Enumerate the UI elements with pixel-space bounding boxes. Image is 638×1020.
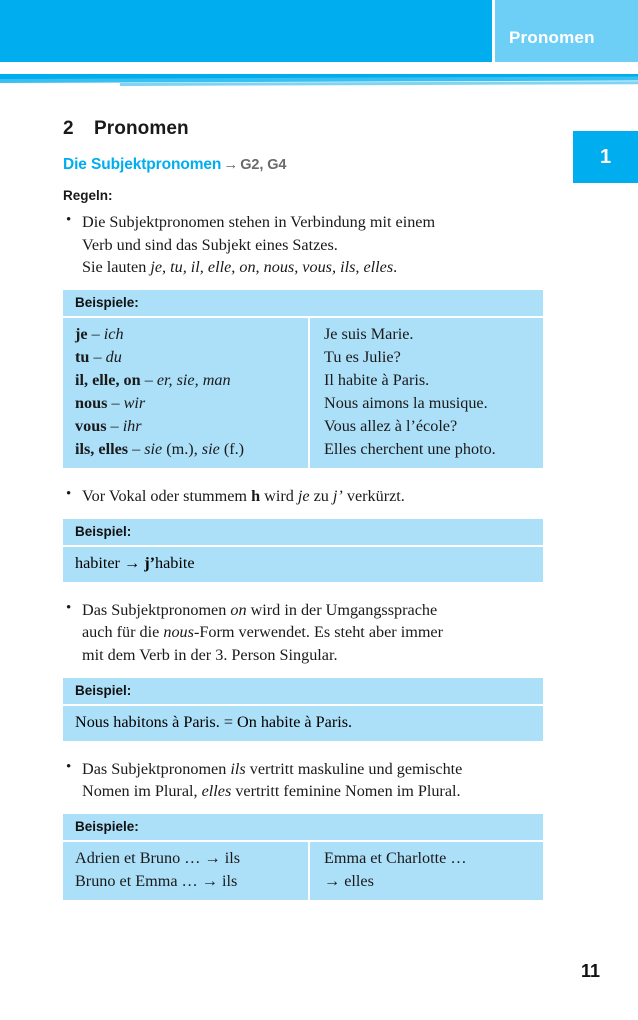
table-row: Vous allez à l’école? <box>324 417 458 436</box>
example-box-3-header: Beispiel: <box>63 678 543 704</box>
rule-2-text-3: zu <box>309 487 333 506</box>
example-box-4-right-column <box>310 842 543 900</box>
rule-1-line-3-suffix: . <box>393 258 398 277</box>
rule-2-letter-h: h <box>251 487 261 506</box>
section-title-text: Pronomen <box>94 118 189 139</box>
chapter-tab-number: 1 <box>599 145 612 168</box>
gender-marker-m: (m.), <box>162 440 202 459</box>
rules-label: Regeln: <box>63 188 113 203</box>
example-box-1-header: Beispiele: <box>63 290 543 316</box>
header-running-title: Pronomen <box>509 28 595 47</box>
rule-3-line-3: mit dem Verb in der 3. Person Singular. <box>82 646 338 665</box>
chapter-tab <box>573 131 638 183</box>
dash-separator: – <box>128 440 145 459</box>
pronoun-de: wir <box>123 394 146 413</box>
rule-2-elision-j: j’ <box>332 487 343 506</box>
subsection-cross-references: G2, G4 <box>240 157 287 173</box>
pronoun-fr: il, elle, on <box>75 371 141 390</box>
pronoun-fr: vous <box>75 417 107 436</box>
rule-4-pronoun-elles: elles <box>201 782 232 801</box>
rule-2-text-2: wird <box>260 487 298 506</box>
header-running-title-tab <box>495 0 638 62</box>
arrow-right-icon: → <box>223 156 239 173</box>
page-number: 11 <box>580 961 600 981</box>
rule-3-text-4: -Form verwendet. Es steht aber immer <box>193 623 443 642</box>
dash-separator: – <box>140 371 157 390</box>
rule-bullet-2 <box>63 485 545 508</box>
example-box-4 <box>63 814 543 900</box>
page-content <box>63 118 545 900</box>
example-box-3-body: Nous habitons à Paris. = On habite à Paris. <box>63 706 543 741</box>
header-blue-block <box>0 0 492 62</box>
rule-1-line-3-prefix: Sie lauten <box>82 258 151 277</box>
rule-bullet-1 <box>63 211 545 279</box>
pronoun-de: sie <box>144 440 163 459</box>
table-row: Tu es Julie? <box>324 348 401 367</box>
example-2-text-1: habiter → <box>75 553 145 572</box>
rule-3-text-1: Das Subjektpronomen <box>82 600 231 619</box>
subsection-heading <box>63 156 545 174</box>
pronoun-fr: je <box>75 325 88 344</box>
rule-2-pronoun-je: je <box>297 487 310 506</box>
example-2-text-2: habite <box>155 553 195 572</box>
table-row: Bruno et Emma … → ils <box>75 872 238 891</box>
example-box-1 <box>63 290 543 468</box>
pronoun-fr: ils, elles <box>75 440 129 459</box>
pronoun-fr: tu <box>75 348 90 367</box>
example-box-4-header: Beispiele: <box>63 814 543 840</box>
table-row <box>75 369 298 392</box>
rule-2-text-1: Vor Vokal oder stummem <box>82 487 252 506</box>
pronoun-de: ich <box>103 325 124 344</box>
pronoun-de-2: sie <box>201 440 220 459</box>
rule-bullet-3 <box>63 599 545 667</box>
example-box-4-left-column <box>63 842 310 900</box>
rule-2-text-4: verkürzt. <box>342 487 405 506</box>
rule-1-line-2: Verb und sind das Subjekt eines Satzes. <box>82 235 338 254</box>
dash-separator: – <box>106 417 123 436</box>
table-row: Elles cherchent une photo. <box>324 440 496 459</box>
table-row: Adrien et Bruno … → ils <box>75 849 241 868</box>
example-box-2-header: Beispiel: <box>63 519 543 545</box>
example-box-1-left-column <box>63 318 310 468</box>
rule-4-text-2: vertritt maskuline und gemischte <box>245 759 463 778</box>
rule-1-pronoun-list: je, tu, il, elle, on, nous, vous, ils, elles <box>150 258 394 277</box>
rule-4-text-4: vertritt feminine Nomen im Plural. <box>231 782 461 801</box>
rule-4-text-3: Nomen im Plural, <box>82 782 202 801</box>
rule-1-line-1: Die Subjektpronomen stehen in Verbindung mit einem <box>82 213 436 231</box>
dash-separator: – <box>87 325 104 344</box>
pronoun-de: ihr <box>122 417 142 436</box>
rule-bullet-4 <box>63 758 545 803</box>
dash-separator: – <box>107 394 124 413</box>
rule-3-text-3: auch für die <box>82 623 164 642</box>
rule-3-pronoun-nous: nous <box>163 623 194 642</box>
table-row <box>75 392 298 415</box>
example-box-3 <box>63 678 543 741</box>
header-rule-accent <box>120 81 638 86</box>
example-box-4-body <box>63 842 543 900</box>
page-header <box>0 0 638 88</box>
page-title <box>63 118 545 140</box>
gender-marker-f: (f.) <box>219 440 245 459</box>
example-box-1-body <box>63 318 543 468</box>
rule-4-pronoun-ils: ils <box>230 759 246 778</box>
table-row: Nous aimons la musique. <box>324 394 488 413</box>
table-row <box>75 438 298 461</box>
example-box-1-right-column <box>310 318 543 468</box>
dash-separator: – <box>89 348 106 367</box>
rule-3-text-2: wird in der Umgangssprache <box>246 600 438 619</box>
pronoun-de: du <box>105 348 122 367</box>
table-row: Emma et Charlotte … <box>324 849 467 868</box>
example-2-elision: j’ <box>144 553 156 572</box>
table-row: Je suis Marie. <box>324 325 414 344</box>
table-row <box>75 323 298 346</box>
table-row: Il habite à Paris. <box>324 371 430 390</box>
pronoun-de: er, sie, man <box>156 371 231 390</box>
rule-4-text-1: Das Subjektpronomen <box>82 759 231 778</box>
section-number: 2 <box>63 118 74 139</box>
table-row: → elles <box>324 872 374 891</box>
table-row <box>75 415 298 438</box>
rule-3-pronoun-on: on <box>230 600 247 619</box>
subsection-heading-text: Die Subjektpronomen <box>63 156 222 173</box>
table-row <box>75 346 298 369</box>
example-box-2-body <box>63 547 543 582</box>
example-box-2 <box>63 519 543 582</box>
pronoun-fr: nous <box>75 394 108 413</box>
